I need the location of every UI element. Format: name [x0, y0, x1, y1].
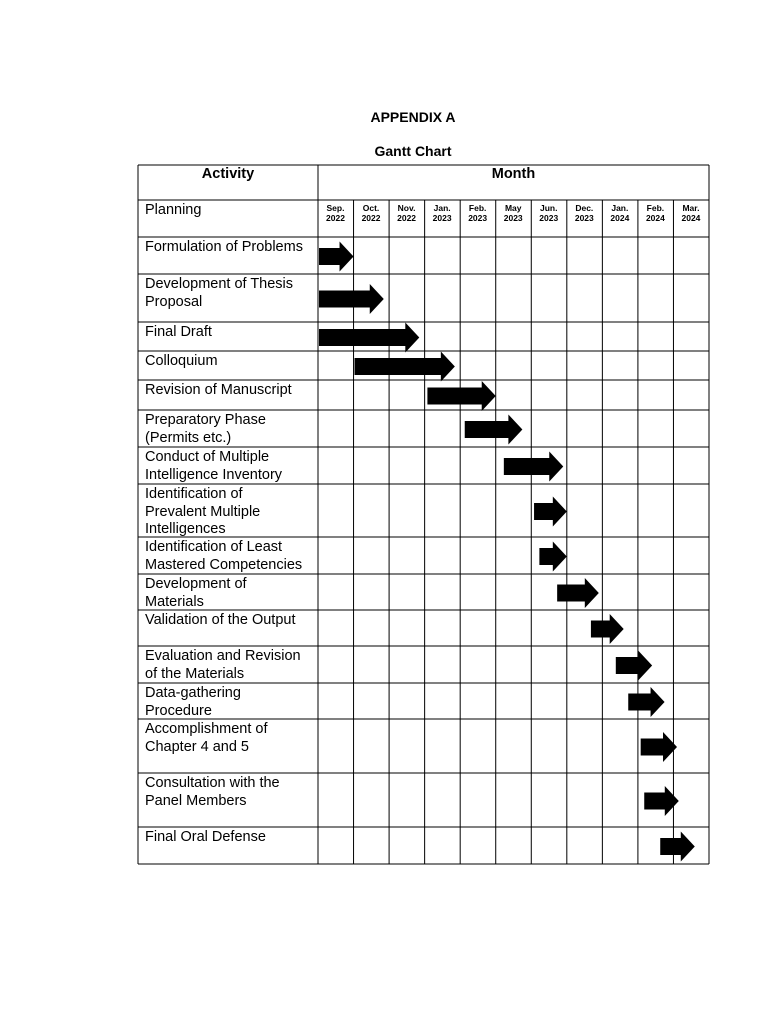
month-header: Month — [491, 166, 536, 182]
gantt-arrow-bar — [660, 832, 695, 862]
gantt-arrow-bar — [628, 687, 664, 717]
activity-label: Final Oral Defense — [145, 829, 266, 845]
gantt-arrow-bar — [641, 732, 677, 762]
gantt-arrow-bar — [465, 415, 523, 445]
activity-header: Activity — [201, 166, 255, 182]
month-label: Sep. 2022 — [326, 203, 345, 223]
month-label: May 2023 — [503, 203, 523, 223]
appendix-title: APPENDIX A — [370, 109, 456, 125]
gantt-arrow-bar — [355, 352, 455, 382]
activity-label: Conduct of Multiple Intelligence Inventory — [145, 449, 283, 483]
activity-label: Revision of Manuscript — [145, 382, 292, 398]
month-label: Jan. 2023 — [432, 203, 452, 223]
activity-label: Data-gathering Procedure — [145, 685, 241, 719]
month-label: Jun. 2023 — [539, 203, 559, 223]
month-label: Dec. 2023 — [574, 203, 594, 223]
planning-label: Planning — [145, 202, 202, 218]
activity-label: Identification of Least Mastered Competencies — [145, 539, 303, 573]
activity-label: Formulation of Problems — [145, 239, 303, 255]
gantt-arrow-bar — [534, 497, 567, 527]
activity-label: Development of Thesis Proposal — [145, 276, 294, 310]
month-label: Feb. 2024 — [645, 203, 665, 223]
month-label: Feb. 2023 — [468, 203, 488, 223]
gantt-arrow-bar — [319, 323, 419, 353]
activity-label: Validation of the Output — [145, 612, 296, 628]
activity-label: Evaluation and Revision of the Materials — [145, 648, 301, 682]
activity-label: Preparatory Phase (Permits etc.) — [145, 412, 266, 446]
activity-label: Colloquium — [145, 353, 218, 369]
activity-label: Identification of Prevalent Multiple Intelligences — [145, 486, 261, 537]
gantt-arrow-bar — [427, 381, 495, 411]
month-label: Oct. 2022 — [361, 203, 381, 223]
activity-label: Final Draft — [145, 324, 212, 340]
gantt-arrow-bar — [319, 242, 354, 272]
gantt-arrow-bar — [591, 614, 624, 644]
activity-label: Development of Materials — [145, 576, 247, 610]
activity-label: Consultation with the Panel Members — [145, 775, 280, 809]
month-label: Jan. 2024 — [610, 203, 630, 223]
month-label: Nov. 2022 — [397, 203, 417, 223]
gantt-arrow-bar — [504, 452, 563, 482]
month-label: Mar. 2024 — [681, 203, 701, 223]
gantt-arrow-bar — [616, 651, 652, 681]
gantt-arrow-bar — [319, 284, 384, 314]
chart-subtitle: Gantt Chart — [374, 143, 452, 159]
activity-label: Accomplishment of Chapter 4 and 5 — [145, 721, 268, 755]
gantt-arrow-bar — [539, 542, 566, 572]
gantt-arrow-bar — [557, 578, 599, 608]
